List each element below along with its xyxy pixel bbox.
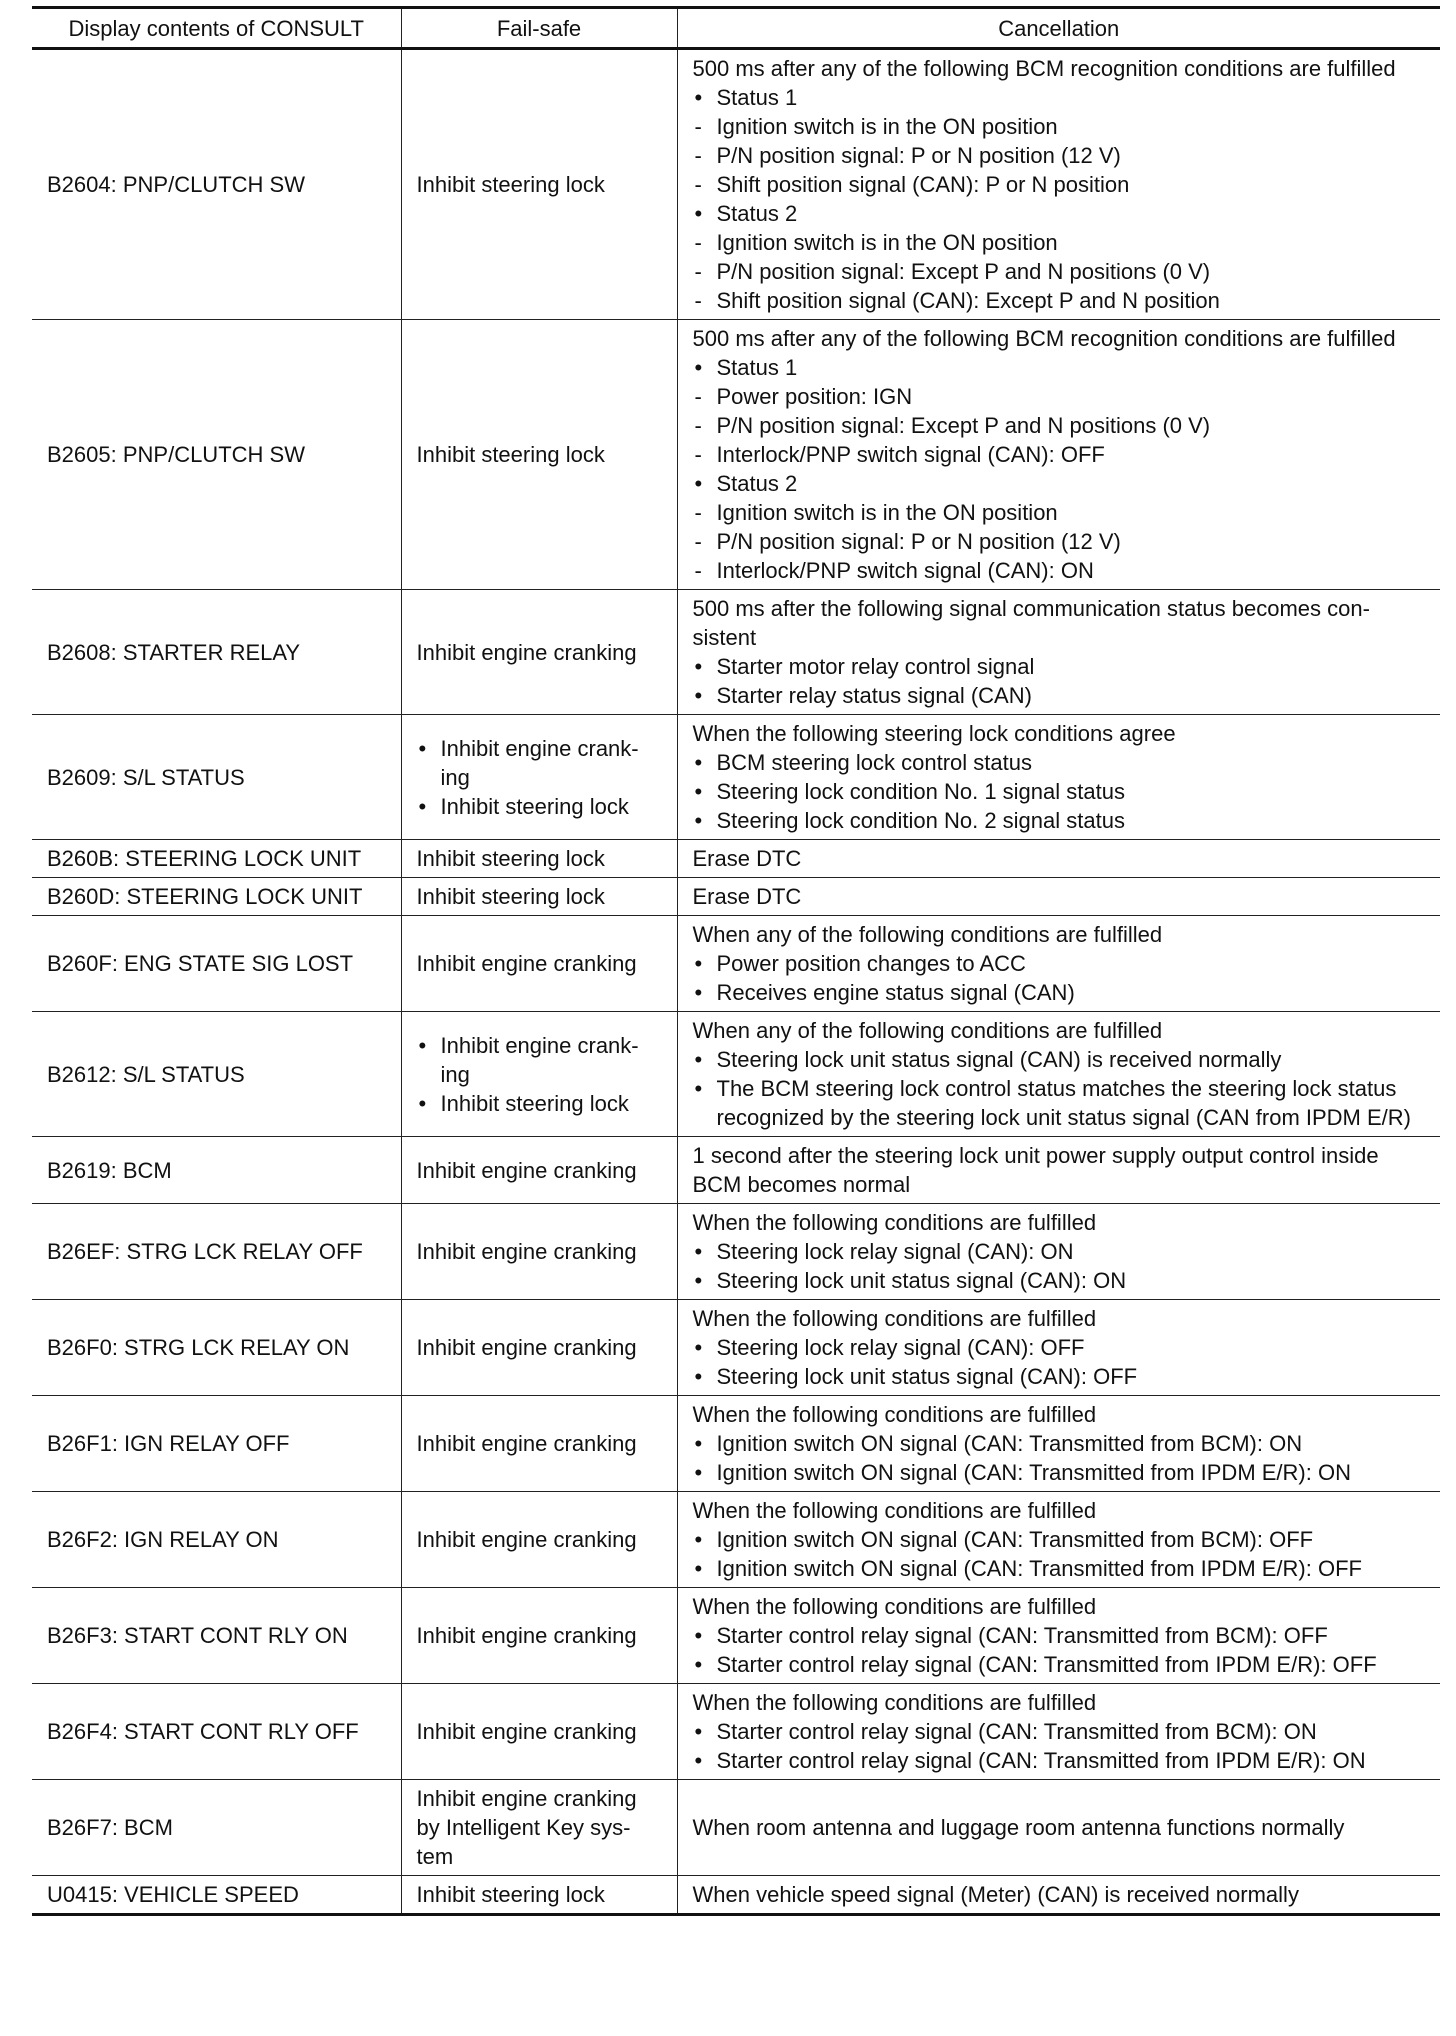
bullet-icon: •	[694, 951, 703, 976]
cancellation-item-text: Steering lock unit status signal (CAN) is received normally	[716, 1047, 1282, 1072]
cancellation-item	[693, 353, 1426, 382]
cancellation-item	[693, 806, 1426, 835]
cancellation-item	[693, 469, 1426, 498]
header-display-contents: Display contents of CONSULT	[32, 8, 401, 49]
cancellation-item	[693, 1237, 1426, 1266]
cancellation-cell	[677, 1876, 1440, 1915]
cancellation-item-text: P/N position signal: Except P and N positions (0 V)	[716, 259, 1211, 284]
header-row	[32, 8, 1440, 49]
fail-safe-item-text: Inhibit steering lock	[440, 793, 629, 819]
cancellation-item	[693, 1458, 1426, 1487]
cancellation-cell	[677, 916, 1440, 1012]
fail-safe-text: Inhibit steering lock	[416, 1882, 605, 1907]
cancellation-cell	[677, 715, 1440, 840]
cancellation-item	[693, 1362, 1426, 1391]
bullet-icon: •	[694, 1047, 703, 1072]
cancellation-item	[693, 949, 1426, 978]
fail-safe-cell	[401, 1588, 677, 1684]
dtc-code-cell: B26F2: IGN RELAY ON	[32, 1492, 401, 1588]
cancellation-item	[693, 286, 1426, 315]
cancellation-item-text: BCM steering lock control status	[716, 750, 1032, 775]
cancellation-item-text: P/N position signal: Except P and N positions (0 V)	[716, 413, 1211, 438]
fail-safe-text: Inhibit engine cranking	[416, 1623, 637, 1648]
cancellation-item-text: Starter control relay signal (CAN: Transmitted from BCM): OFF	[716, 1623, 1328, 1648]
cancellation-item-text: Ignition switch ON signal (CAN: Transmitted from IPDM E/R): ON	[716, 1460, 1351, 1485]
bullet-icon: •	[694, 85, 703, 110]
cancellation-item	[693, 1333, 1426, 1362]
cancellation-cell	[677, 320, 1440, 590]
cancellation-item-text: Starter control relay signal (CAN: Transmitted from IPDM E/R): ON	[716, 1748, 1366, 1773]
dtc-code-cell: B2608: STARTER RELAY	[32, 590, 401, 715]
fail-safe-text: Inhibit engine cranking	[416, 1431, 637, 1456]
fail-safe-item	[417, 734, 662, 792]
cancellation-intro: Erase DTC	[692, 884, 802, 909]
fail-safe-text: Inhibit steering lock	[416, 846, 605, 871]
cancellation-intro: When any of the following conditions are fulfilled	[692, 1018, 1163, 1043]
fail-safe-cell	[401, 49, 677, 320]
cancellation-item-text: Starter control relay signal (CAN: Transmitted from IPDM E/R): OFF	[716, 1652, 1377, 1677]
cancellation-item-text: Ignition switch is in the ON position	[716, 230, 1058, 255]
bullet-icon: •	[694, 980, 703, 1005]
dtc-code-cell: B260F: ENG STATE SIG LOST	[32, 916, 401, 1012]
dtc-code-cell: B26F1: IGN RELAY OFF	[32, 1396, 401, 1492]
cancellation-item-text: Interlock/PNP switch signal (CAN): OFF	[716, 442, 1105, 467]
cancellation-item-text: Status 1	[716, 355, 798, 380]
cancellation-item	[693, 748, 1426, 777]
dtc-code-cell: B2604: PNP/CLUTCH SW	[32, 49, 401, 320]
bullet-icon: •	[694, 1719, 703, 1744]
fail-safe-text: Inhibit engine cranking	[416, 1527, 637, 1552]
fail-safe-text: Inhibit steering lock	[416, 172, 605, 197]
dtc-code-cell: B26F3: START CONT RLY ON	[32, 1588, 401, 1684]
table-row	[32, 1492, 1440, 1588]
header-fail-safe: Fail-safe	[401, 8, 677, 49]
cancellation-cell	[677, 1137, 1440, 1204]
bullet-icon: •	[694, 1335, 703, 1360]
cancellation-item-text: Steering lock condition No. 1 signal status	[716, 779, 1125, 804]
cancellation-intro: When the following steering lock conditions agree	[692, 721, 1176, 746]
cancellation-intro: When the following conditions are fulfilled	[692, 1306, 1097, 1331]
dash-icon: -	[694, 558, 702, 583]
cancellation-cell	[677, 878, 1440, 916]
fail-safe-item-text: Inhibit engine crank-ing	[440, 735, 639, 790]
header-cancellation: Cancellation	[677, 8, 1440, 49]
bullet-icon: •	[694, 1268, 703, 1293]
bullet-icon: •	[694, 1748, 703, 1773]
cancellation-item	[693, 652, 1426, 681]
table-row	[32, 1396, 1440, 1492]
cancellation-item	[693, 1717, 1426, 1746]
fail-safe-text: Inhibit engine cranking	[416, 639, 637, 665]
fail-safe-table	[32, 6, 1440, 1916]
table-row	[32, 1780, 1440, 1876]
cancellation-item-text: Ignition switch is in the ON position	[716, 114, 1058, 139]
cancellation-cell	[677, 49, 1440, 320]
bullet-icon: •	[694, 355, 703, 380]
bullet-icon: •	[694, 654, 703, 679]
cancellation-item-text: Steering lock relay signal (CAN): OFF	[716, 1335, 1085, 1360]
cancellation-item	[693, 527, 1426, 556]
bullet-icon: •	[694, 1239, 703, 1264]
cancellation-item	[693, 1074, 1426, 1132]
cancellation-item	[693, 681, 1426, 710]
table-row	[32, 1204, 1440, 1300]
cancellation-cell	[677, 1684, 1440, 1780]
table-row	[32, 1876, 1440, 1915]
dash-icon: -	[694, 442, 702, 467]
cancellation-item	[693, 141, 1426, 170]
dtc-code-cell: B2619: BCM	[32, 1137, 401, 1204]
fail-safe-cell	[401, 1396, 677, 1492]
bullet-icon: •	[694, 1076, 703, 1101]
cancellation-item-text: Power position: IGN	[716, 384, 913, 409]
cancellation-item	[693, 777, 1426, 806]
fail-safe-text: Inhibit engine cranking	[416, 1719, 637, 1744]
cancellation-item-text: Starter relay status signal (CAN)	[716, 683, 1032, 708]
fail-safe-text: Inhibit steering lock	[416, 884, 605, 909]
cancellation-intro: When vehicle speed signal (Meter) (CAN) is received normally	[692, 1882, 1299, 1907]
dtc-code-cell: B26F7: BCM	[32, 1780, 401, 1876]
cancellation-cell	[677, 1300, 1440, 1396]
dash-icon: -	[694, 143, 702, 168]
cancellation-item-text: Starter control relay signal (CAN: Transmitted from BCM): ON	[716, 1719, 1317, 1744]
cancellation-item	[693, 411, 1426, 440]
dtc-failsafe-sheet	[32, 6, 1440, 1916]
cancellation-item	[693, 83, 1426, 112]
bullet-icon: •	[418, 1090, 427, 1116]
cancellation-item	[693, 978, 1426, 1007]
fail-safe-text: Inhibit engine cranking	[416, 1335, 637, 1360]
table-row	[32, 878, 1440, 916]
table-row	[32, 1137, 1440, 1204]
cancellation-intro: 500 ms after any of the following BCM recognition conditions are fulfilled	[692, 56, 1396, 81]
cancellation-item	[693, 1045, 1426, 1074]
cancellation-item-text: Shift position signal (CAN): P or N position	[716, 172, 1130, 197]
table-row	[32, 320, 1440, 590]
cancellation-item-text: Steering lock unit status signal (CAN): OFF	[716, 1364, 1138, 1389]
cancellation-cell	[677, 590, 1440, 715]
bullet-icon: •	[694, 808, 703, 833]
fail-safe-cell	[401, 1684, 677, 1780]
cancellation-cell	[677, 1588, 1440, 1684]
cancellation-cell	[677, 840, 1440, 878]
table-row	[32, 1300, 1440, 1396]
bullet-icon: •	[418, 1032, 427, 1058]
cancellation-item	[693, 1525, 1426, 1554]
cancellation-item	[693, 170, 1426, 199]
dtc-code-cell: B260D: STEERING LOCK UNIT	[32, 878, 401, 916]
cancellation-item	[693, 1621, 1426, 1650]
fail-safe-text: Inhibit steering lock	[416, 442, 605, 467]
cancellation-item-text: Power position changes to ACC	[716, 951, 1026, 976]
bullet-icon: •	[694, 201, 703, 226]
bullet-icon: •	[694, 1527, 703, 1552]
fail-safe-cell	[401, 320, 677, 590]
cancellation-item-text: Ignition switch is in the ON position	[716, 500, 1058, 525]
cancellation-item-text: Shift position signal (CAN): Except P and N position	[716, 288, 1220, 313]
fail-safe-text: Inhibit engine cranking	[416, 1239, 637, 1264]
cancellation-cell	[677, 1012, 1440, 1137]
fail-safe-cell	[401, 590, 677, 715]
bullet-icon: •	[694, 1623, 703, 1648]
fail-safe-cell	[401, 840, 677, 878]
cancellation-intro: When room antenna and luggage room antenna functions normally	[692, 1815, 1345, 1840]
cancellation-item-text: Status 2	[716, 201, 798, 226]
fail-safe-cell	[401, 916, 677, 1012]
dash-icon: -	[694, 114, 702, 139]
fail-safe-item-text: Inhibit steering lock	[440, 1090, 629, 1116]
cancellation-intro: When the following conditions are fulfilled	[692, 1402, 1097, 1427]
bullet-icon: •	[694, 471, 703, 496]
cancellation-item-text: Status 1	[716, 85, 798, 110]
bullet-icon: •	[694, 683, 703, 708]
cancellation-item-text: Status 2	[716, 471, 798, 496]
dtc-code-cell: B260B: STEERING LOCK UNIT	[32, 840, 401, 878]
cancellation-item-text: Ignition switch ON signal (CAN: Transmitted from IPDM E/R): OFF	[716, 1556, 1362, 1581]
dtc-code-cell: B26F4: START CONT RLY OFF	[32, 1684, 401, 1780]
fail-safe-cell	[401, 1492, 677, 1588]
cancellation-item	[693, 228, 1426, 257]
bullet-icon: •	[694, 1460, 703, 1485]
cancellation-item	[693, 440, 1426, 469]
cancellation-intro: When any of the following conditions are fulfilled	[692, 922, 1163, 947]
table-row	[32, 715, 1440, 840]
cancellation-item-text: Ignition switch ON signal (CAN: Transmitted from BCM): ON	[716, 1431, 1303, 1456]
fail-safe-item	[417, 1031, 662, 1089]
cancellation-item	[693, 1429, 1426, 1458]
cancellation-intro: When the following conditions are fulfilled	[692, 1210, 1097, 1235]
dash-icon: -	[694, 500, 702, 525]
bullet-icon: •	[694, 750, 703, 775]
dtc-code-cell: B26EF: STRG LCK RELAY OFF	[32, 1204, 401, 1300]
dtc-code-cell: B2612: S/L STATUS	[32, 1012, 401, 1137]
cancellation-item	[693, 556, 1426, 585]
cancellation-cell	[677, 1204, 1440, 1300]
bullet-icon: •	[418, 735, 427, 761]
bullet-icon: •	[694, 1364, 703, 1389]
dtc-code-cell: U0415: VEHICLE SPEED	[32, 1876, 401, 1915]
bullet-icon: •	[694, 1652, 703, 1677]
cancellation-item	[693, 1266, 1426, 1295]
cancellation-item	[693, 1746, 1426, 1775]
table-row	[32, 840, 1440, 878]
fail-safe-text: Inhibit engine cranking by Intelligent Key sys-tem	[416, 1786, 637, 1869]
bullet-icon: •	[694, 1556, 703, 1581]
cancellation-item	[693, 112, 1426, 141]
cancellation-item	[693, 1650, 1426, 1679]
dash-icon: -	[694, 230, 702, 255]
table-row	[32, 1684, 1440, 1780]
cancellation-item	[693, 1554, 1426, 1583]
fail-safe-text: Inhibit engine cranking	[416, 1157, 637, 1183]
fail-safe-cell	[401, 1876, 677, 1915]
bullet-icon: •	[418, 793, 427, 819]
cancellation-intro: When the following conditions are fulfilled	[692, 1690, 1097, 1715]
cancellation-item	[693, 498, 1426, 527]
fail-safe-cell	[401, 1204, 677, 1300]
cancellation-intro: When the following conditions are fulfilled	[692, 1594, 1097, 1619]
bullet-icon: •	[694, 779, 703, 804]
cancellation-item	[693, 199, 1426, 228]
table-row	[32, 916, 1440, 1012]
cancellation-item	[693, 382, 1426, 411]
table-row	[32, 590, 1440, 715]
fail-safe-cell	[401, 1137, 677, 1204]
cancellation-item-text: Starter motor relay control signal	[716, 654, 1035, 679]
dtc-code-cell: B26F0: STRG LCK RELAY ON	[32, 1300, 401, 1396]
dash-icon: -	[694, 259, 702, 284]
cancellation-intro: Erase DTC	[692, 846, 802, 871]
table-row	[32, 1012, 1440, 1137]
cancellation-intro: 1 second after the steering lock unit power supply output control inside BCM becomes normal	[692, 1143, 1379, 1197]
cancellation-cell	[677, 1396, 1440, 1492]
dash-icon: -	[694, 413, 702, 438]
cancellation-item-text: P/N position signal: P or N position (12 V)	[716, 143, 1121, 168]
fail-safe-item-text: Inhibit engine crank-ing	[440, 1032, 639, 1087]
fail-safe-cell	[401, 1780, 677, 1876]
table-row	[32, 1588, 1440, 1684]
fail-safe-cell	[401, 1300, 677, 1396]
fail-safe-cell	[401, 878, 677, 916]
dash-icon: -	[694, 172, 702, 197]
dash-icon: -	[694, 529, 702, 554]
bullet-icon: •	[694, 1431, 703, 1456]
fail-safe-item	[417, 1089, 662, 1118]
cancellation-item-text: Steering lock relay signal (CAN): ON	[716, 1239, 1074, 1264]
fail-safe-cell	[401, 715, 677, 840]
fail-safe-text: Inhibit engine cranking	[416, 951, 637, 976]
cancellation-item-text: The BCM steering lock control status matches the steering lock status recognized by the steering lock unit status signal (CAN from IPDM E/R)	[716, 1076, 1411, 1130]
cancellation-intro: When the following conditions are fulfilled	[692, 1498, 1097, 1523]
dtc-code-cell: B2609: S/L STATUS	[32, 715, 401, 840]
cancellation-item	[693, 257, 1426, 286]
cancellation-intro: 500 ms after the following signal communication status becomes con-sistent	[692, 596, 1370, 650]
dash-icon: -	[694, 288, 702, 313]
dash-icon: -	[694, 384, 702, 409]
dtc-code-cell: B2605: PNP/CLUTCH SW	[32, 320, 401, 590]
fail-safe-item	[417, 792, 662, 821]
cancellation-item-text: Receives engine status signal (CAN)	[716, 980, 1075, 1005]
table-row	[32, 49, 1440, 320]
cancellation-item-text: Ignition switch ON signal (CAN: Transmitted from BCM): OFF	[716, 1527, 1314, 1552]
cancellation-item-text: P/N position signal: P or N position (12 V)	[716, 529, 1121, 554]
cancellation-item-text: Steering lock unit status signal (CAN): ON	[716, 1268, 1127, 1293]
cancellation-item-text: Interlock/PNP switch signal (CAN): ON	[716, 558, 1094, 583]
cancellation-intro: 500 ms after any of the following BCM recognition conditions are fulfilled	[692, 326, 1396, 351]
cancellation-item-text: Steering lock condition No. 2 signal status	[716, 808, 1125, 833]
fail-safe-cell	[401, 1012, 677, 1137]
cancellation-cell	[677, 1780, 1440, 1876]
cancellation-cell	[677, 1492, 1440, 1588]
